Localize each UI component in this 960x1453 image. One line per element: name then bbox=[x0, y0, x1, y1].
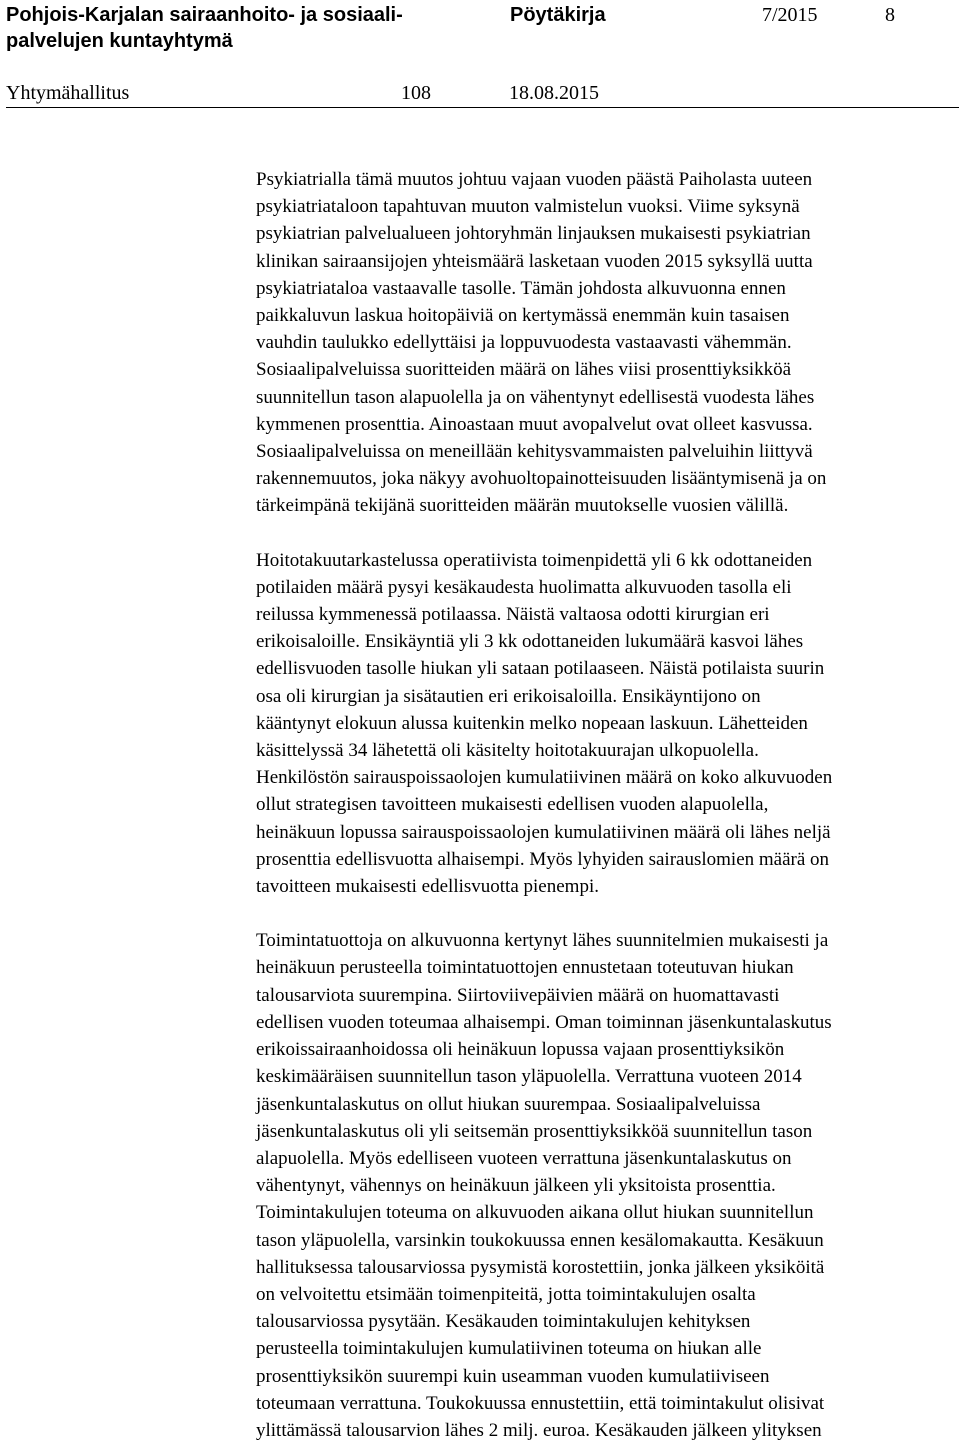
paragraph-line: toteumaan verrattuna. Toukokuussa ennustettiin, että toimintakulut olisivat bbox=[256, 1392, 825, 1414]
paragraph-line: prosenttiyksikön suurempi kuin useamman vuoden kumulatiiviseen bbox=[256, 1365, 770, 1387]
paragraph-line: kymmenen prosenttia. Ainoastaan muut avopalvelut ovat olleet kasvussa. bbox=[256, 413, 813, 435]
organization-name-line-1: Pohjois-Karjalan sairaanhoito- ja sosiaali- bbox=[6, 4, 403, 26]
paragraph-line: psykiatriataloon tapahtuvan muuton valmistelun vuoksi. Viime syksynä bbox=[256, 196, 800, 218]
paragraph-line: paikkaluvun laskua hoitopäiviä on kertymässä enemmän kuin tasaisen bbox=[256, 305, 790, 327]
paragraph-line: Toimintatuottoja on alkuvuonna kertynyt lähes suunnitelmien mukaisesti ja bbox=[256, 930, 829, 952]
paragraph-line: suunnitellun tason alapuolella ja on vähentynyt edellisestä vuodesta lähes bbox=[256, 386, 815, 408]
paragraph-line: Sosiaalipalveluissa suoritteiden määrä on lähes viisi prosenttiyksikköä bbox=[256, 359, 792, 381]
governing-body: Yhtymähallitus bbox=[6, 82, 130, 104]
paragraph-line: Henkilöstön sairauspoissaolojen kumulatiivinen määrä on koko alkuvuoden bbox=[256, 767, 833, 789]
page-number: 8 bbox=[885, 4, 895, 26]
paragraph-line: klinikan sairaansijojen yhteismäärä lasketaan vuoden 2015 syksyllä uutta bbox=[256, 250, 813, 272]
paragraph-line: heinäkuun perusteella toimintatuottojen ennustetaan toteutuvan hiukan bbox=[256, 957, 794, 979]
section-icon bbox=[248, 82, 272, 100]
document-header bbox=[0, 0, 960, 110]
paragraph-line: hallituksessa talousarviossa pysymistä korostettiin, jonka jälkeen yksiköitä bbox=[256, 1256, 825, 1278]
paragraph-line: Toimintakulujen toteuma on alkuvuoden aikana ollut hiukan suunnitellun bbox=[256, 1202, 814, 1224]
paragraph-line: psykiatrian palvelualueen johtoryhmän linjauksen mukaisesti psykiatrian bbox=[256, 223, 811, 245]
organization-name-line-2: palvelujen kuntayhtymä bbox=[6, 30, 233, 52]
paragraph-line: käsittelyssä 34 lähetettä oli käsitelty hoitotakuurajan ulkopuolella. bbox=[256, 740, 759, 762]
paragraph-line: tason yläpuolella, varsinkin toukokuussa ennen kesälomakautta. Kesäkuun bbox=[256, 1229, 824, 1251]
paragraph-line: jäsenkuntalaskutus oli yli seitsemän prosenttiyksikköä suunnitellun tason bbox=[256, 1120, 813, 1142]
paragraph-line: osa oli kirurgian ja sisätautien eri erikoisaloilla. Ensikäyntijono on bbox=[256, 685, 761, 707]
document-type: Pöytäkirja bbox=[510, 4, 606, 26]
paragraph-line: keskimääräisen suunnitellun tason yläpuolella. Verrattuna vuoteen 2014 bbox=[256, 1066, 802, 1088]
paragraph-line: talousarviota suurempina. Siirtoviivepäivien määrä on huomattavasti bbox=[256, 984, 780, 1006]
paragraph-line: tavoitteen mukaisesti edellisvuotta pienempi. bbox=[256, 876, 599, 898]
paragraph-line: psykiatriataloa vastaavalle tasolle. Tämän johdosta alkuvuonna ennen bbox=[256, 277, 786, 299]
paragraph-line: perusteella toimintakulujen kumulatiivinen toteuma on hiukan alle bbox=[256, 1338, 762, 1360]
paragraph-line: rakennemuutos, joka näkyy avohuoltopainotteisuuden lisääntymisenä ja on bbox=[256, 468, 827, 490]
paragraph-line: erikoissairaanhoidossa oli heinäkuun lopussa vajaan prosenttiyksikön bbox=[256, 1039, 785, 1061]
paragraph-line: edellisvuoden tasolle hiukan yli sataan potilaaseen. Näistä potilaista suurin bbox=[256, 658, 825, 680]
paragraph-line: potilaiden määrä pysyi kesäkaudesta huolimatta alkuvuoden tasolla eli bbox=[256, 576, 792, 598]
paragraph-line: vähentynyt, vähennys on heinäkuun jälkeen yli yksitoista prosenttia. bbox=[256, 1175, 776, 1197]
paragraph-line: jäsenkuntalaskutus on ollut hiukan suurempaa. Sosiaalipalveluissa bbox=[256, 1093, 761, 1115]
organization-name bbox=[6, 2, 403, 54]
section-number: 108 bbox=[401, 82, 431, 104]
paragraph-care-guarantee-and-sick-leave bbox=[256, 547, 956, 901]
paragraph-line: on velvoitettu etsimään toimenpiteitä, jotta toimintakulujen osalta bbox=[256, 1283, 756, 1305]
document-number: 7/2015 bbox=[762, 4, 818, 26]
paragraph-line: ollut strategisen tavoitteen mukaisesti edellisen vuoden alapuolella, bbox=[256, 794, 769, 816]
paragraph-line: kääntynyt elokuun alussa kuitenkin melko nopeaan laskuun. Lähetteiden bbox=[256, 712, 808, 734]
document-body bbox=[256, 166, 956, 1444]
meeting-date: 18.08.2015 bbox=[509, 82, 599, 104]
paragraph-line: edellisen vuoden toteumaa alhaisempi. Oman toiminnan jäsenkuntalaskutus bbox=[256, 1011, 832, 1033]
paragraph-line: prosenttia edellisvuotta alhaisempi. Myös lyhyiden sairauslomien määrä on bbox=[256, 848, 830, 870]
paragraph-line: Hoitotakuutarkastelussa operatiivista toimenpidettä yli 6 kk odottaneiden bbox=[256, 549, 813, 571]
header-divider bbox=[6, 107, 959, 108]
paragraph-line: tärkeimpänä tekijänä suoritteiden määrän muutokselle vuosien välillä. bbox=[256, 495, 789, 517]
paragraph-line: Psykiatrialla tämä muutos johtuu vajaan vuoden päästä Paiholasta uuteen bbox=[256, 169, 813, 190]
paragraph-spacer bbox=[256, 520, 956, 547]
paragraph-operating-income-and-costs bbox=[256, 927, 956, 1444]
paragraph-line: alapuolella. Myös edelliseen vuoteen verrattuna jäsenkuntalaskutus on bbox=[256, 1147, 792, 1169]
paragraph-line: erikoisaloille. Ensikäyntiä yli 3 kk odottaneiden lukumäärä kasvoi lähes bbox=[256, 631, 804, 653]
paragraph-line: heinäkuun lopussa sairauspoissaolojen kumulatiivinen määrä oli lähes neljä bbox=[256, 821, 831, 843]
paragraph-line: ylittämässä talousarvion lähes 2 milj. euroa. Kesäkauden jälkeen ylityksen bbox=[256, 1419, 822, 1441]
paragraph-psychiatry-and-social-services bbox=[256, 166, 956, 520]
paragraph-line: vauhdin taulukko edellyttäisi ja loppuvuodesta vastaavasti vähemmän. bbox=[256, 332, 792, 354]
paragraph-spacer bbox=[256, 900, 956, 927]
paragraph-line: talousarviossa pysytään. Kesäkauden toimintakulujen kehityksen bbox=[256, 1311, 751, 1333]
paragraph-line: Sosiaalipalveluissa on meneillään kehitysvammaisten palveluihin liittyvä bbox=[256, 441, 813, 463]
paragraph-line: reilussa kymmenessä potilaassa. Näistä valtaosa odotti kirurgian eri bbox=[256, 604, 770, 626]
